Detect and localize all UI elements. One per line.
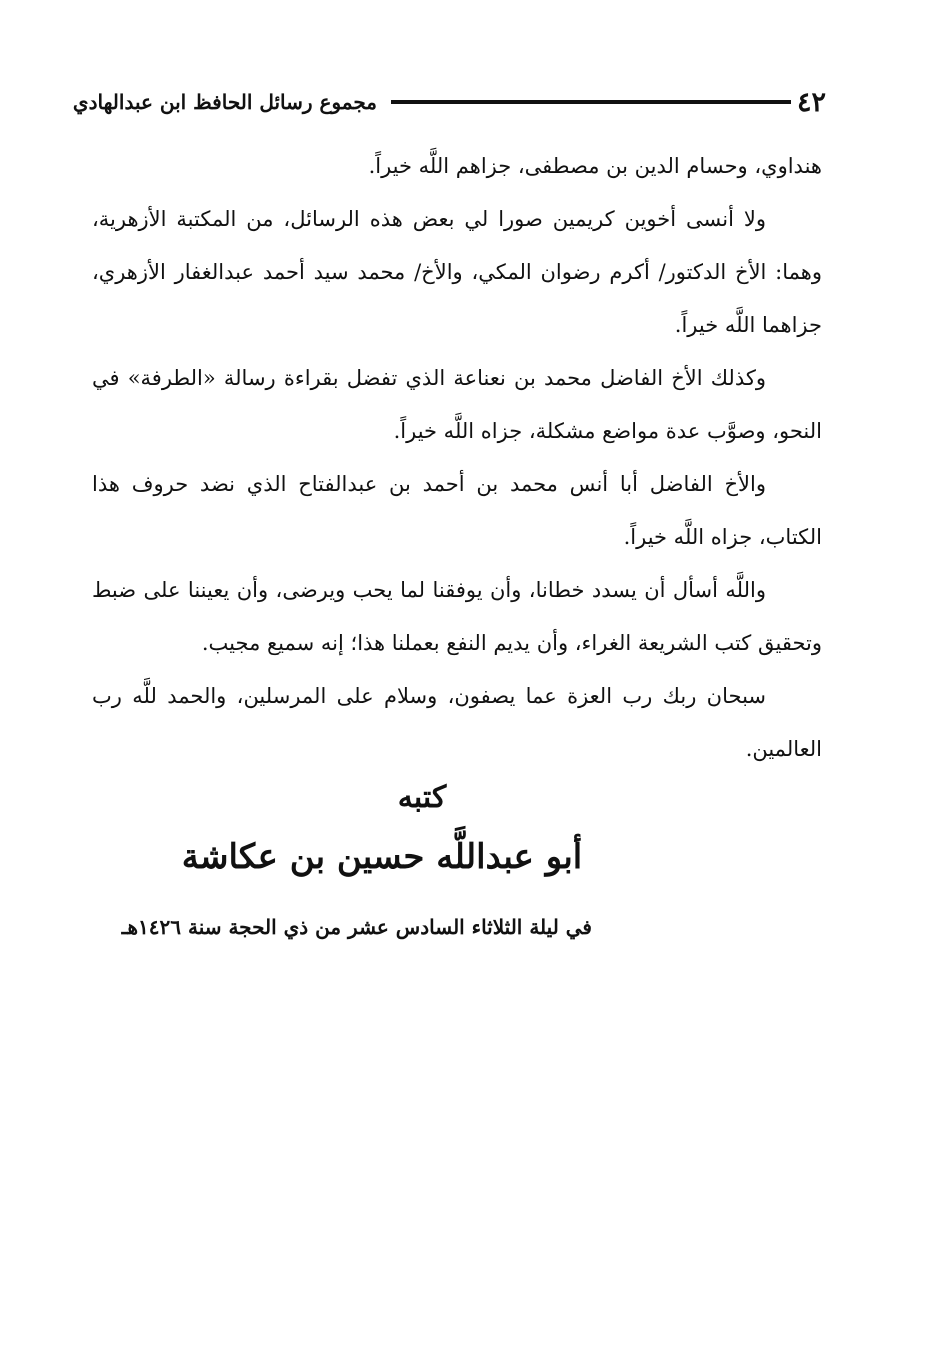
paragraph: واللَّه أسأل أن يسدد خطانا، وأن يوفقنا لما يحب ويرضى، وأن يعيننا على ضبط وتحقيق كتب الشريعة الغراء، وأن يديم النفع بعملنا هذا؛ إنه سميع مجيب. xyxy=(92,578,822,655)
signature-block xyxy=(92,780,822,877)
paragraph: والأخ الفاضل أبا أنس محمد بن أحمد بن عبدالفتاح الذي نضد حروف هذا الكتاب، جزاه اللَّه خيراً. xyxy=(92,472,822,549)
paragraph: وكذلك الأخ الفاضل محمد بن نعناعة الذي تفضل بقراءة رسالة «الطرفة» في النحو، وصوَّب عدة مواضع مشكلة، جزاه اللَّه خيراً. xyxy=(92,366,822,443)
running-title: مجموع رسائل الحافظ ابن عبدالهادي xyxy=(72,90,377,114)
page-number: ٤٢ xyxy=(796,86,826,118)
author-name: أبو عبداللَّه حسين بن عكاشة xyxy=(181,837,583,877)
header-rule xyxy=(391,100,791,104)
page-header xyxy=(72,82,826,122)
paragraph: سبحان ربك رب العزة عما يصفون، وسلام على المرسلين، والحمد للَّه رب العالمين. xyxy=(92,684,822,761)
paragraph: هنداوي، وحسام الدين بن مصطفى، جزاهم اللَّه خيراً. xyxy=(368,154,822,178)
paragraph: ولا أنسى أخوين كريمين صورا لي بعض هذه الرسائل، من المكتبة الأزهرية، وهما: الأخ الدكتور/ أكرم رضوان المكي، والأخ/ محمد سيد أحمد عبدالغفار الأزهري، جزاهما اللَّه خيراً. xyxy=(92,207,822,337)
body-text xyxy=(92,140,822,776)
date-line: في ليلة الثلاثاء السادس عشر من ذي الحجة سنة ١٤٢٦هـ xyxy=(121,915,592,939)
signature-label: كتبه xyxy=(397,780,447,815)
